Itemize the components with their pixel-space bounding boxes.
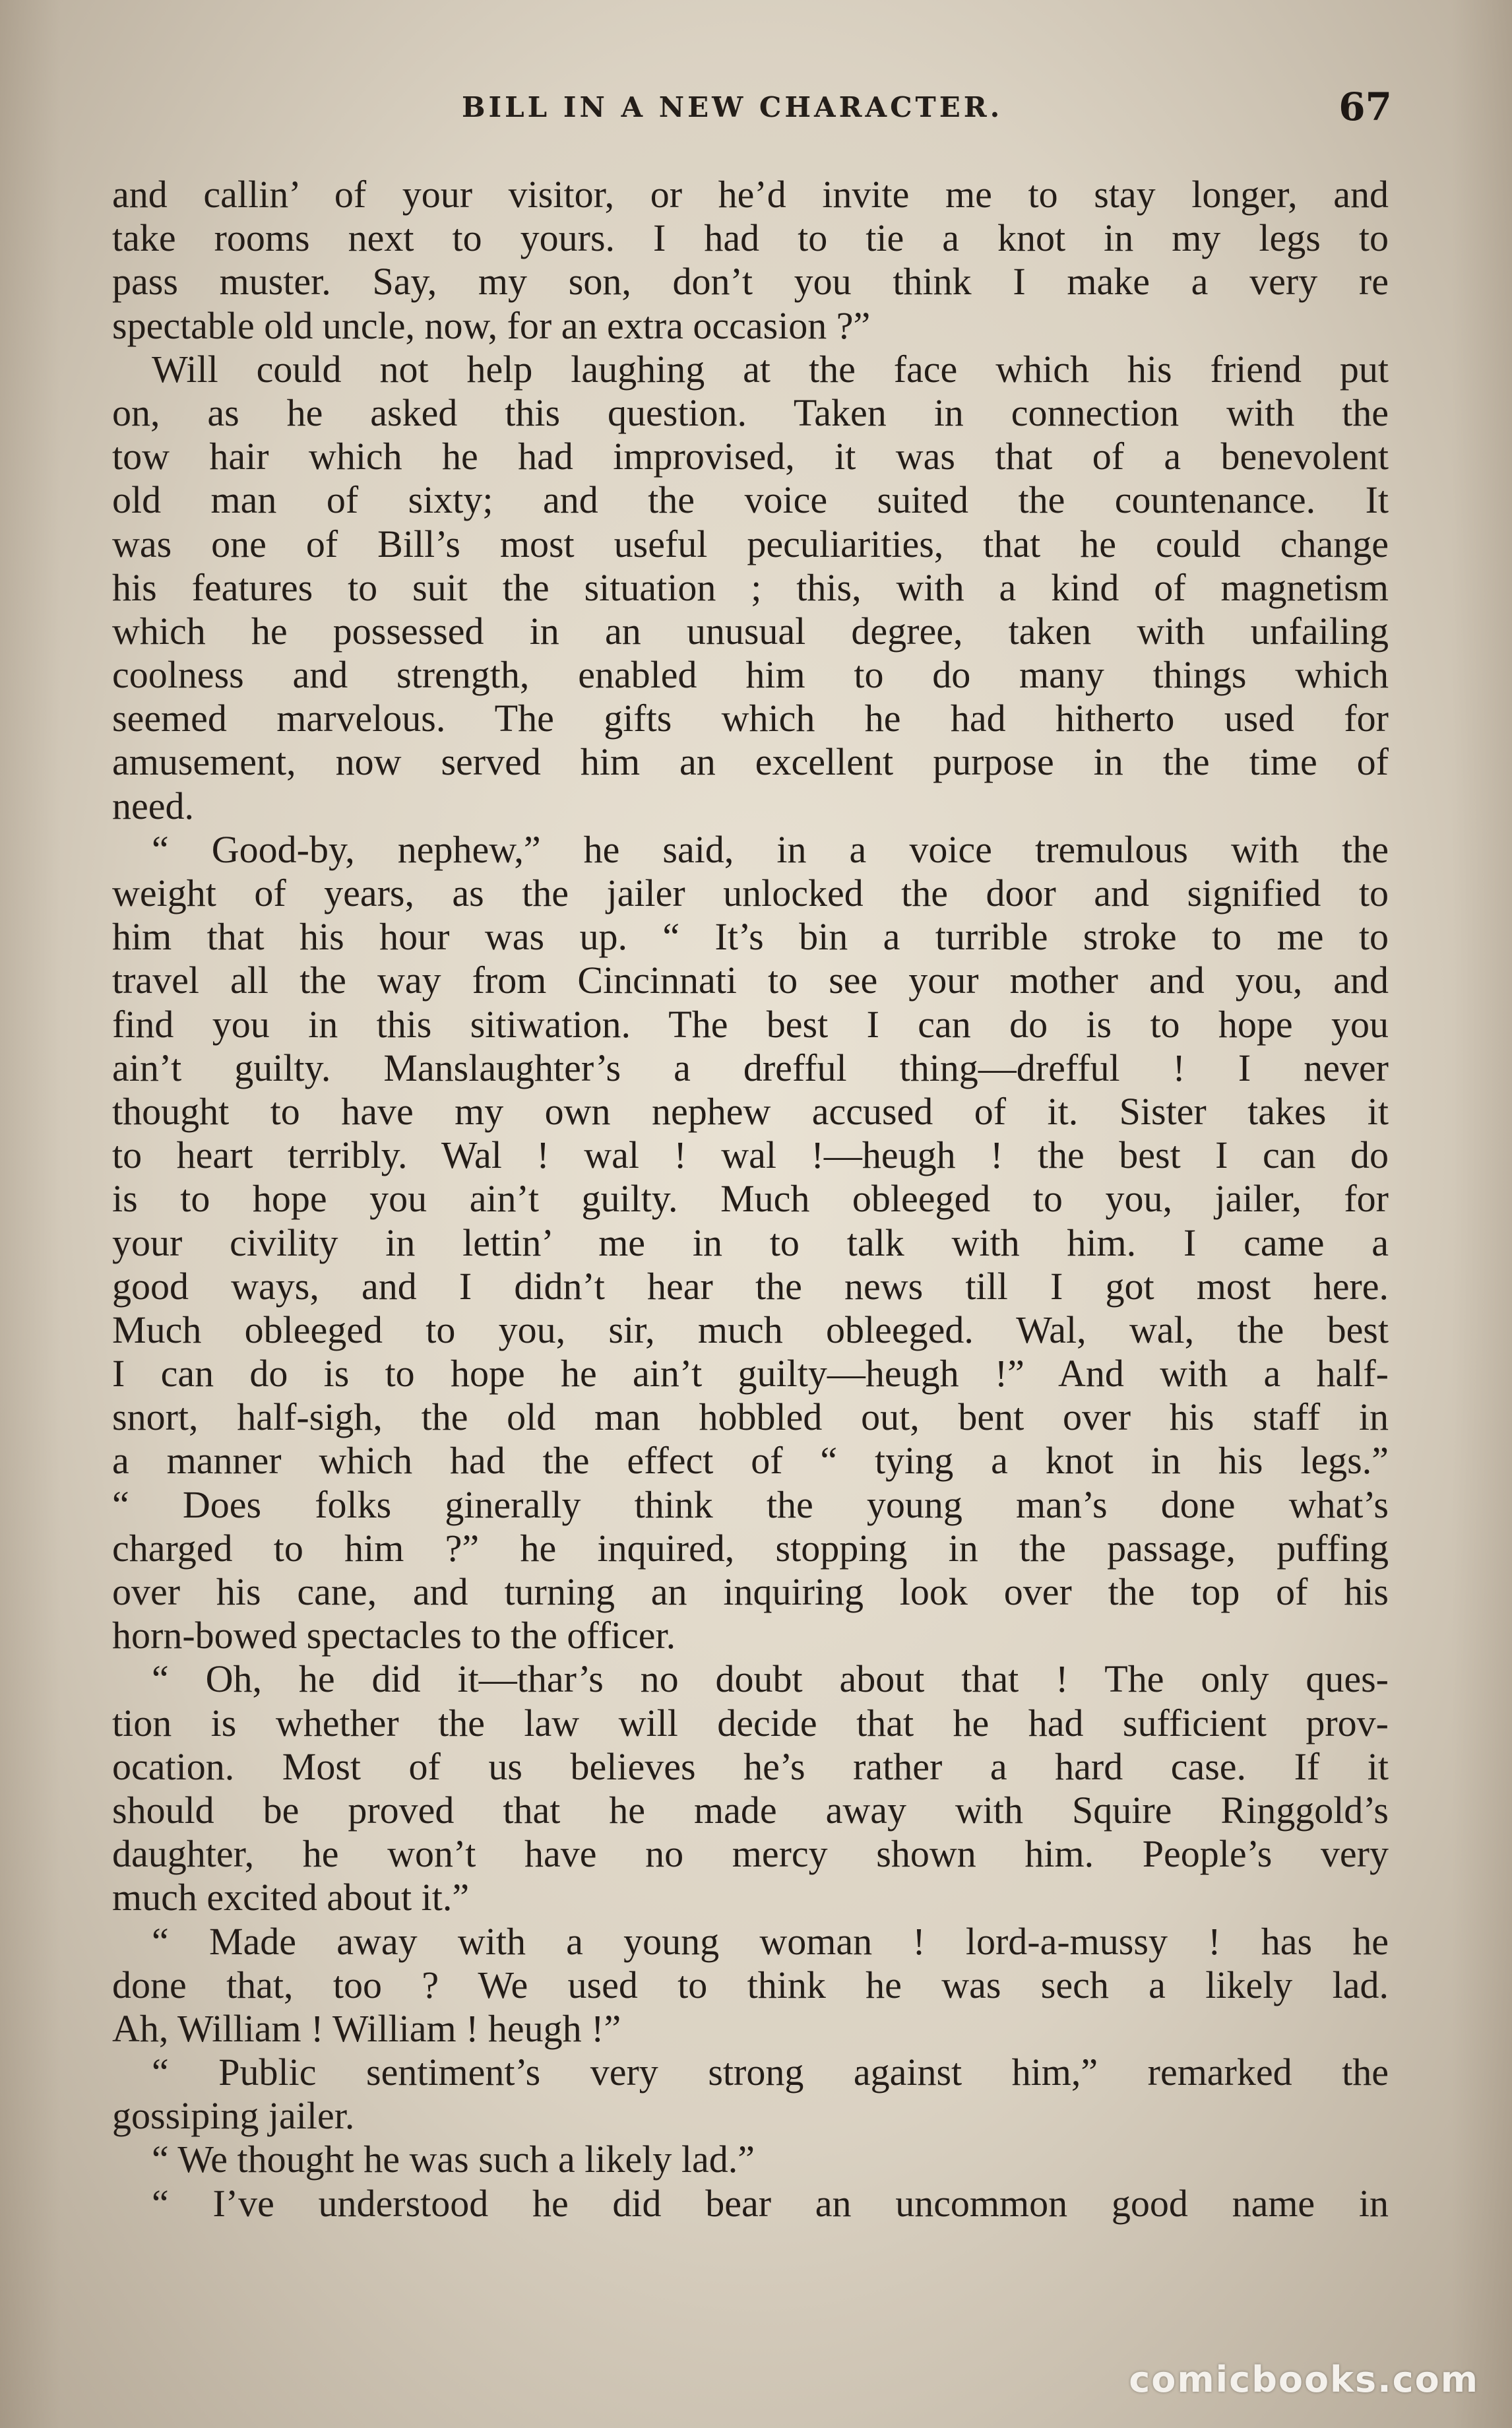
text-line: “ Does folks ginerally think the young man’s done what’s [112, 1483, 1389, 1526]
text-line: Will could not help laughing at the face which his friend put [152, 347, 1389, 391]
text-line: charged to him ?” he inquired, stopping in the passage, puffing [112, 1526, 1389, 1570]
text-line: tion is whether the law will decide that he had sufficient prov- [112, 1701, 1389, 1744]
text-line: “ Public sentiment’s very strong against him,” remarked the [152, 2051, 1389, 2094]
text-line: horn-bowed spectacles to the officer. [112, 1614, 676, 1657]
text-line: good ways, and I didn’t hear the news till I got most here. [112, 1264, 1389, 1308]
text-line: and callin’ of your visitor, or he’d invite me to stay longer, and [112, 173, 1389, 216]
text-line: over his cane, and turning an inquiring look over the top of his [112, 1570, 1389, 1613]
text-line: is to hope you ain’t guilty. Much obleeged to you, jailer, for [112, 1177, 1389, 1221]
text-line: take rooms next to yours. I had to tie a knot in my legs to [112, 216, 1389, 260]
running-title: BILL IN A NEW CHARACTER. [462, 91, 1003, 123]
text-line: ain’t guilty. Manslaughter’s a drefful thing—drefful ! I never [112, 1046, 1389, 1089]
text-line: much excited about it.” [112, 1876, 470, 1919]
text-line: his features to suit the situation ; this, with a kind of magnetism [112, 565, 1389, 609]
text-line: him that his hour was up. “ It’s bin a turrible stroke to me to [112, 915, 1389, 959]
text-line: Much obleeged to you, sir, much obleeged. Wal, wal, the best [112, 1308, 1389, 1351]
text-line: travel all the way from Cincinnati to see your mother and you, and [112, 959, 1389, 1002]
text-line: a manner which had the effect of “ tying a knot in his legs.” [112, 1439, 1389, 1483]
text-line: “ Oh, he did it—thar’s no doubt about that ! The only ques- [152, 1657, 1389, 1701]
text-line: should be proved that he made away with Squire Ringgold’s [112, 1788, 1389, 1832]
running-head [112, 84, 1392, 137]
text-line: on, as he asked this question. Taken in connection with the [112, 391, 1389, 434]
text-line: “ I’ve understood he did bear an uncommon good name in [152, 2181, 1389, 2225]
text-line: “ Made away with a young woman ! lord-a-mussy ! has he [152, 1919, 1389, 1963]
text-line: pass muster. Say, my son, don’t you think I make a very re [112, 260, 1389, 304]
text-line: your civility in lettin’ me in to talk with him. I came a [112, 1221, 1389, 1264]
text-line: I can do is to hope he ain’t guilty—heugh !” And with a half- [112, 1352, 1389, 1395]
text-line: coolness and strength, enabled him to do many things which [112, 653, 1389, 697]
text-line: weight of years, as the jailer unlocked the door and signified to [112, 872, 1389, 914]
text-line: thought to have my own nephew accused of it. Sister takes it [112, 1089, 1389, 1133]
text-line: to heart terribly. Wal ! wal ! wal !—heugh ! the best I can do [112, 1134, 1389, 1177]
text-line: spectable old uncle, now, for an extra occasion ?” [112, 304, 871, 347]
text-line: ocation. Most of us believes he’s rather a hard case. If it [112, 1744, 1389, 1788]
text-line: gossiping jailer. [112, 2094, 355, 2138]
body-text [112, 173, 1389, 2225]
text-line: which he possessed in an unusual degree, taken with unfailing [112, 609, 1389, 653]
text-line: daughter, he won’t have no mercy shown him. People’s very [112, 1832, 1389, 1876]
text-line: old man of sixty; and the voice suited the countenance. It [112, 478, 1389, 522]
page-number: 67 [1339, 84, 1392, 129]
watermark: comicbooks.com [1129, 2359, 1479, 2400]
text-line: seemed marvelous. The gifts which he had hitherto used for [112, 697, 1389, 740]
text-line: snort, half-sigh, the old man hobbled out, bent over his staff in [112, 1395, 1389, 1439]
text-line: was one of Bill’s most useful peculiarities, that he could change [112, 522, 1389, 565]
text-line: done that, too ? We used to think he was sech a likely lad. [112, 1963, 1389, 2006]
text-line: “ We thought he was such a likely lad.” [152, 2138, 755, 2181]
text-line: “ Good-by, nephew,” he said, in a voice tremulous with the [152, 827, 1389, 871]
text-line: tow hair which he had improvised, it was that of a benevolent [112, 435, 1389, 478]
text-line: find you in this sitiwation. The best I can do is to hope you [112, 1002, 1389, 1046]
text-line: Ah, William ! William ! heugh !” [112, 2006, 621, 2050]
text-line: amusement, now served him an excellent purpose in the time of [112, 740, 1389, 784]
text-line: need. [112, 784, 194, 827]
